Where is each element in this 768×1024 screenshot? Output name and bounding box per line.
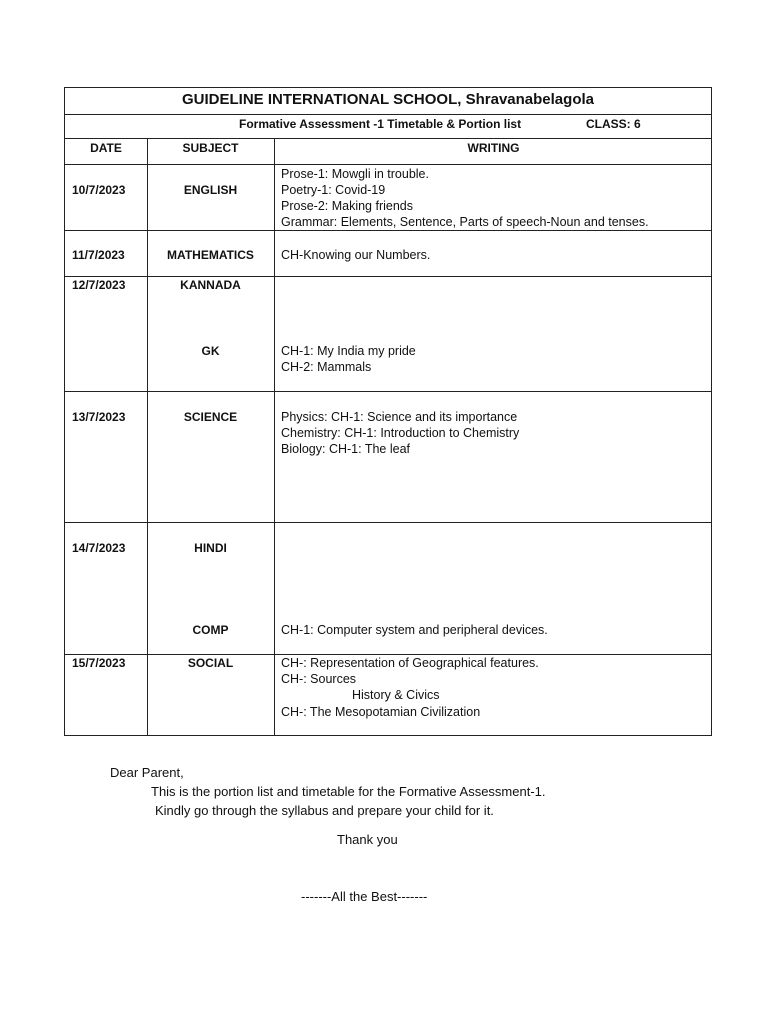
school-title: GUIDELINE INTERNATIONAL SCHOOL, Shravanabelagola [181, 91, 594, 108]
row-writing [281, 166, 649, 230]
row-subject: HINDI [194, 541, 227, 555]
rule [65, 230, 711, 231]
row-subject: ENGLISH [183, 183, 238, 197]
exam-title: Formative Assessment -1 Timetable & Portion list [239, 117, 522, 131]
rule [65, 391, 711, 392]
note-line-1: This is the portion list and timetable for the Formative Assessment-1. [151, 784, 546, 799]
writing-line: CH-2: Mammals [281, 360, 372, 374]
note-line-2: Kindly go through the syllabus and prepare your child for it. [155, 803, 494, 818]
row-subject: SOCIAL [187, 656, 234, 670]
row-date: 15/7/2023 [72, 656, 126, 670]
rule [65, 138, 711, 139]
header-subject: SUBJECT [182, 141, 239, 155]
closing: -------All the Best------- [301, 889, 428, 904]
row-writing [281, 247, 430, 263]
writing-line: CH-: The Mesopotamian Civilization [281, 705, 481, 719]
writing-line: CH-Knowing our Numbers. [281, 248, 431, 262]
timetable-table [64, 87, 712, 736]
row-date: 14/7/2023 [72, 541, 126, 555]
writing-line: Prose-2: Making friends [281, 199, 414, 213]
writing-line: CH-: Representation of Geographical features. [281, 656, 539, 670]
greeting: Dear Parent, [110, 765, 184, 780]
writing-line: Grammar: Elements, Sentence, Parts of speech-Noun and tenses. [281, 215, 649, 229]
writing-line: Poetry-1: Covid-19 [281, 183, 386, 197]
row-date: 11/7/2023 [72, 248, 125, 262]
row-subject-secondary: COMP [192, 623, 229, 637]
row-date: 10/7/2023 [72, 183, 126, 197]
writing-line: Prose-1: Mowgli in trouble. [281, 167, 429, 181]
writing-line: CH-: Sources [281, 672, 357, 686]
writing-line: CH-1: Computer system and peripheral devices. [281, 623, 548, 637]
row-writing [281, 343, 416, 375]
row-subject: SCIENCE [183, 410, 238, 424]
rule [65, 164, 711, 165]
writing-line: Biology: CH-1: The leaf [281, 442, 410, 456]
writing-line: Chemistry: CH-1: Introduction to Chemistry [281, 426, 520, 440]
row-date: 13/7/2023 [72, 410, 126, 424]
column-divider [147, 138, 148, 735]
writing-line: History & Civics [352, 688, 440, 702]
row-writing [281, 655, 539, 720]
row-subject: MATHEMATICS [167, 248, 254, 262]
row-subject: KANNADA [180, 278, 241, 292]
rule [65, 522, 711, 523]
row-writing [281, 409, 519, 457]
header-date: DATE [90, 141, 122, 155]
writing-line: CH-1: My India my pride [281, 344, 416, 358]
row-writing [281, 622, 548, 638]
column-divider [274, 138, 275, 735]
header-writing: WRITING [467, 141, 520, 155]
rule [65, 276, 711, 277]
rule [65, 114, 711, 115]
row-subject-secondary: GK [201, 344, 220, 358]
row-date: 12/7/2023 [72, 278, 126, 292]
writing-line: Physics: CH-1: Science and its importance [281, 410, 518, 424]
thanks: Thank you [337, 832, 398, 847]
class-label: CLASS: 6 [586, 117, 641, 131]
